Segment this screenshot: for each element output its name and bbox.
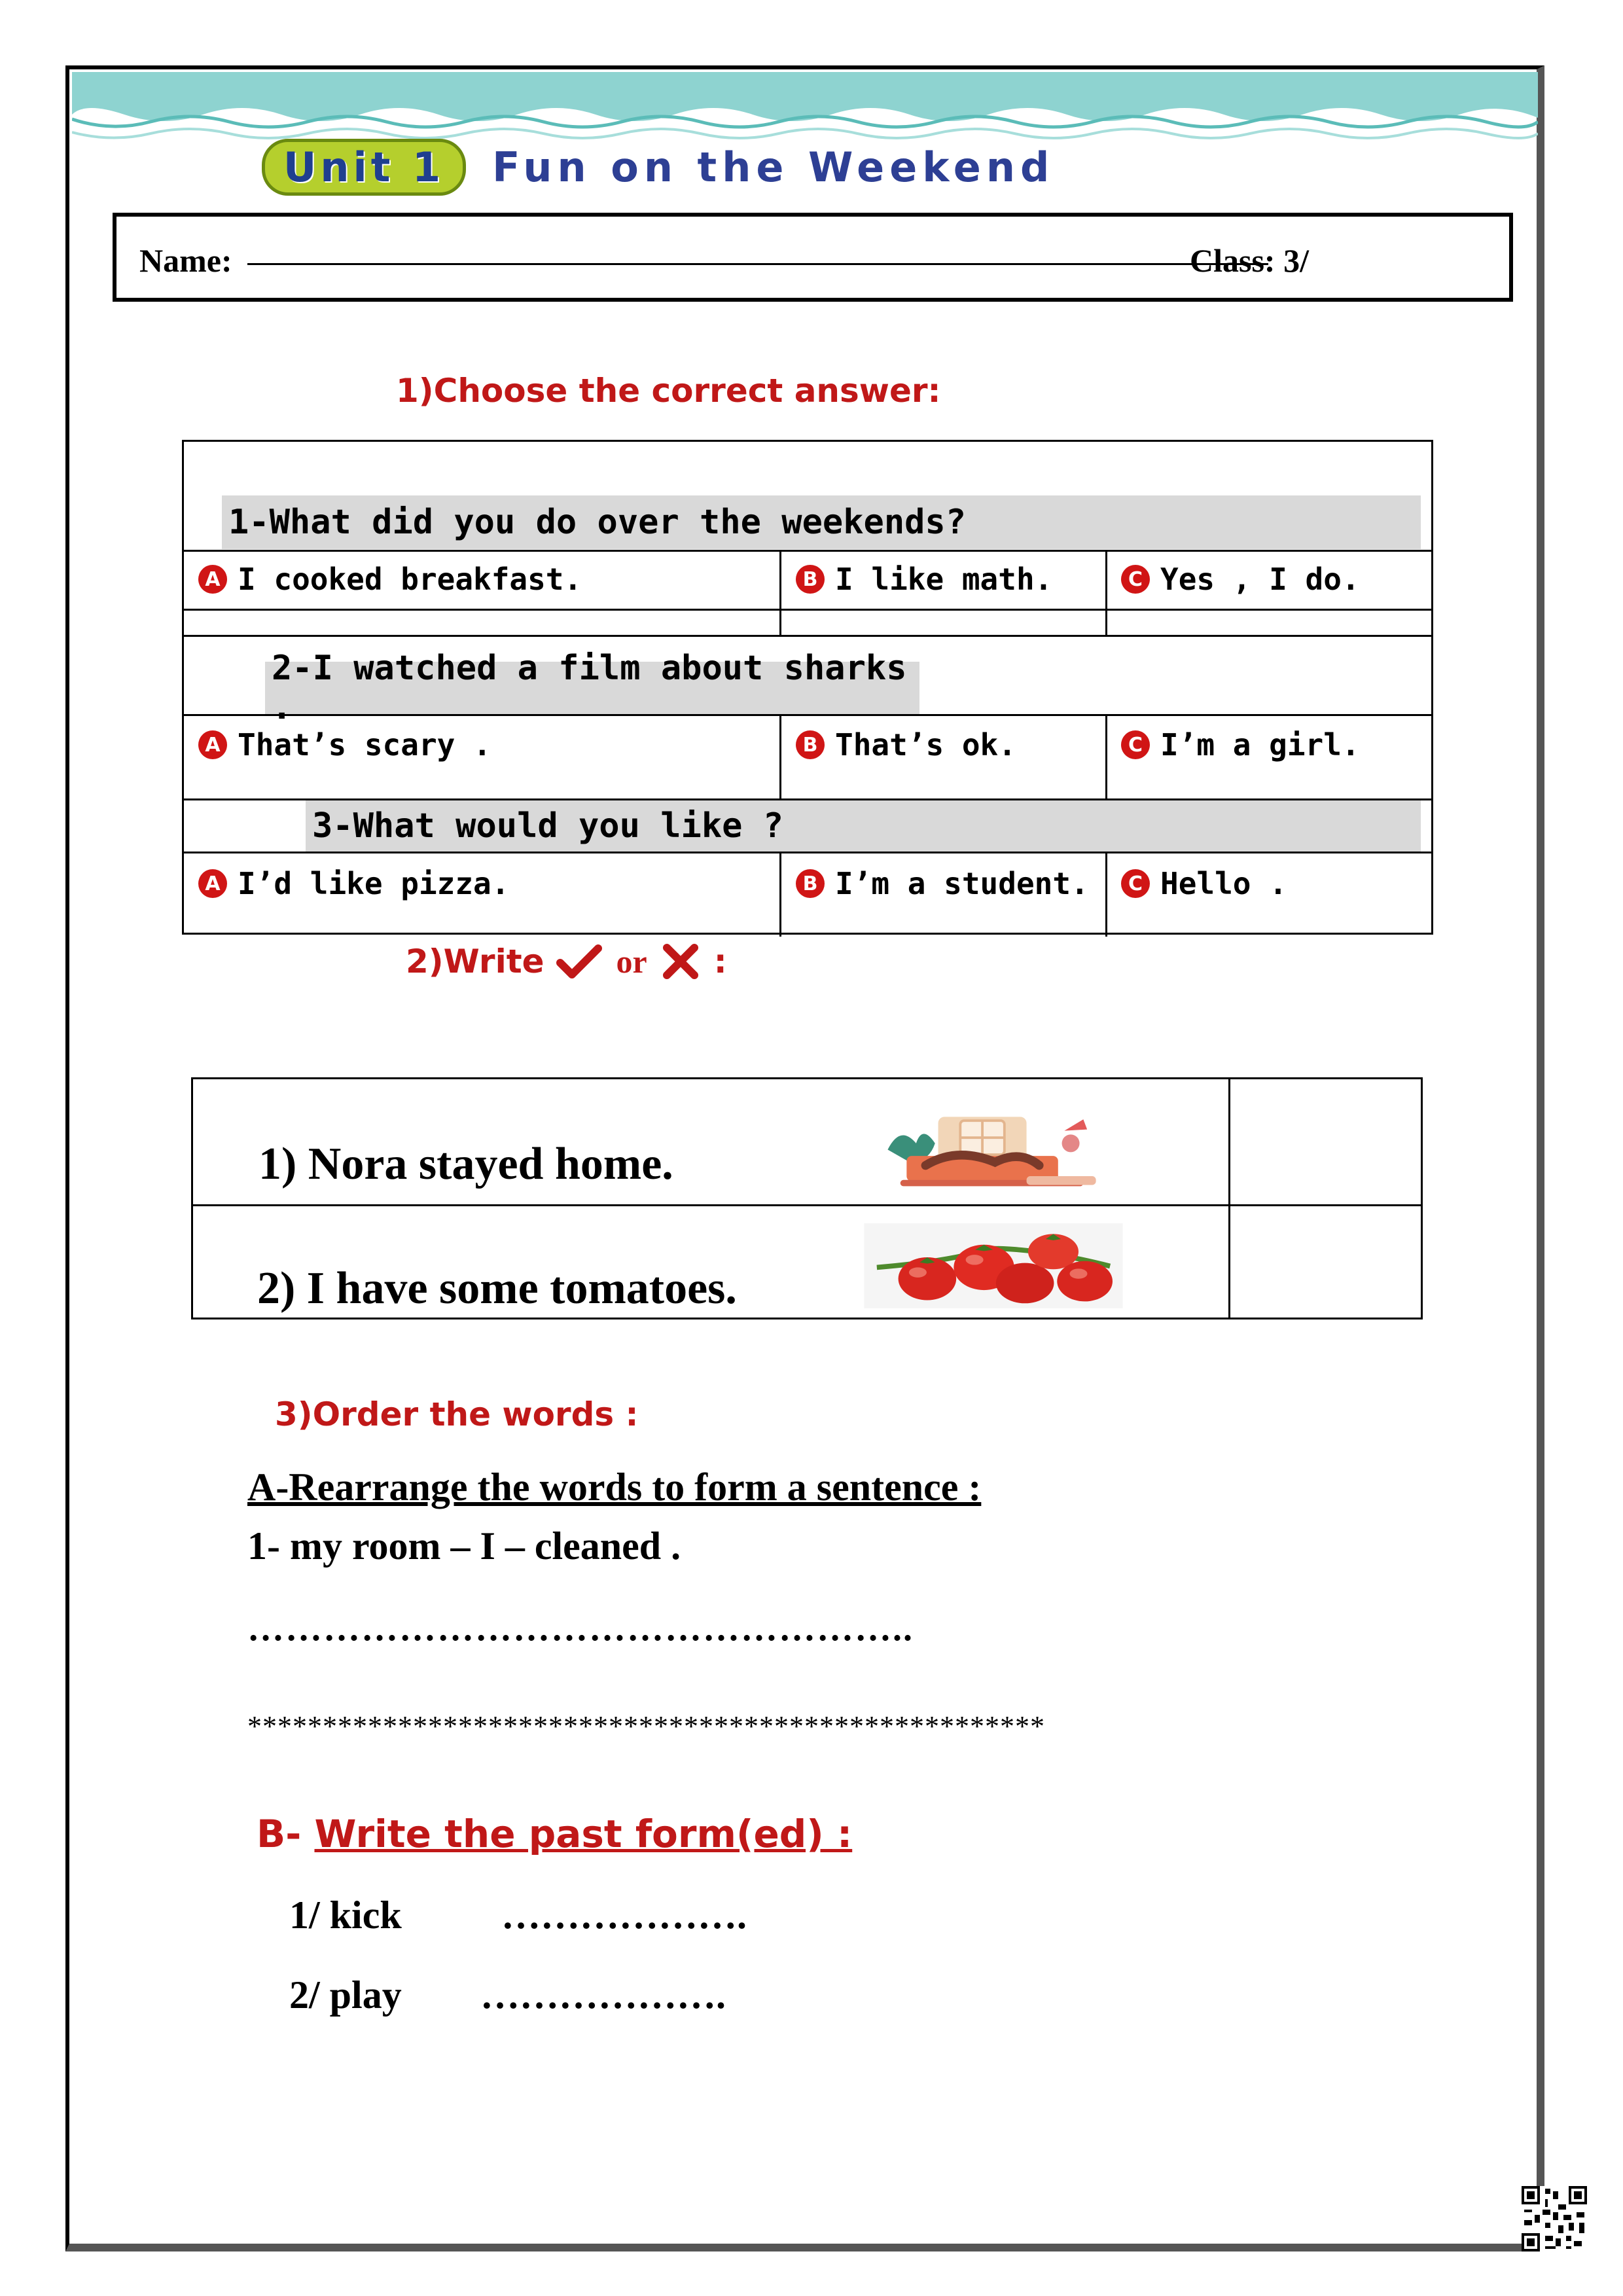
class-label: Class: 3/	[1190, 242, 1309, 279]
header-wave	[72, 72, 1538, 144]
circle-b-icon: B	[796, 730, 825, 759]
mcq-table	[182, 440, 1433, 935]
option-text: That’s scary .	[238, 727, 491, 762]
question-1: 1-What did you do over the weekends?	[222, 495, 1421, 549]
stay-home-illustration	[880, 1105, 1122, 1194]
circle-b-icon: B	[796, 565, 825, 594]
option-1a[interactable]	[198, 553, 582, 605]
unit-badge: Unit 1	[262, 139, 466, 196]
part-a-title: A-Rearrange the words to form a sentence :	[247, 1465, 982, 1509]
qr-code-icon	[1522, 2186, 1587, 2251]
verb-2-label: 2/ play	[289, 1973, 402, 2017]
true-false-table	[191, 1077, 1423, 1319]
verb-1-blank[interactable]: ……………….	[501, 1893, 747, 1937]
part-b-label: B-	[257, 1812, 315, 1856]
option-text: I’d like pizza.	[238, 866, 510, 901]
circle-c-icon: C	[1121, 869, 1150, 898]
option-1c[interactable]	[1121, 553, 1360, 605]
option-2c[interactable]	[1121, 715, 1360, 774]
circle-b-icon: B	[796, 869, 825, 898]
or-label: or	[616, 943, 647, 980]
circle-c-icon: C	[1121, 730, 1150, 759]
name-label: Name:	[139, 242, 232, 279]
question-3: 3-What would you like ?	[306, 800, 1421, 852]
tf-answer-box-2[interactable]	[1230, 1206, 1423, 1319]
tf-item-1: 1) Nora stayed home.	[259, 1139, 673, 1189]
name-class-box	[113, 213, 1513, 302]
circle-a-icon: A	[198, 869, 227, 898]
write-label: 2)Write	[406, 942, 544, 980]
circle-c-icon: C	[1121, 565, 1150, 594]
option-text: That’s ok.	[835, 727, 1016, 762]
tomatoes-photo	[859, 1223, 1128, 1308]
question-2: 2-I watched a film about sharks .	[265, 662, 919, 714]
option-text: I’m a student.	[835, 866, 1089, 901]
verb-1-label: 1/ kick	[289, 1893, 402, 1937]
option-text: I’m a girl.	[1160, 727, 1360, 762]
option-1b[interactable]	[796, 553, 1052, 605]
name-line[interactable]	[247, 263, 1268, 265]
option-text: Yes , I do.	[1160, 562, 1360, 597]
part-a-item: 1- my room – I – cleaned .	[247, 1524, 681, 1568]
check-icon	[556, 943, 602, 980]
separator: *****************************************************	[247, 1710, 1045, 1742]
verb-2-blank[interactable]: ……………….	[480, 1973, 726, 2017]
section1-heading: 1)Choose the correct answer:	[396, 372, 941, 410]
option-2a[interactable]	[198, 715, 491, 774]
section3-heading: 3)Order the words :	[275, 1395, 639, 1433]
colon-label: :	[713, 942, 727, 980]
tf-answer-box-1[interactable]	[1230, 1079, 1423, 1204]
option-text: I cooked breakfast.	[238, 562, 582, 597]
option-2b[interactable]	[796, 715, 1016, 774]
option-text: Hello .	[1160, 866, 1287, 901]
circle-a-icon: A	[198, 730, 227, 759]
answer-line[interactable]: ……………………………………………..	[247, 1608, 914, 1649]
circle-a-icon: A	[198, 565, 227, 594]
section2-heading	[406, 942, 727, 980]
option-3b[interactable]	[796, 854, 1089, 913]
option-3c[interactable]	[1121, 854, 1287, 913]
part-b-heading	[257, 1812, 852, 1856]
tf-item-2: 2) I have some tomatoes.	[257, 1263, 737, 1314]
unit-title: Fun on the Weekend	[492, 143, 1055, 191]
option-3a[interactable]	[198, 854, 509, 913]
worksheet-title	[262, 134, 1054, 200]
cross-icon	[662, 942, 700, 980]
part-b-title: Write the past form(ed) :	[314, 1812, 853, 1856]
option-text: I like math.	[835, 562, 1053, 597]
